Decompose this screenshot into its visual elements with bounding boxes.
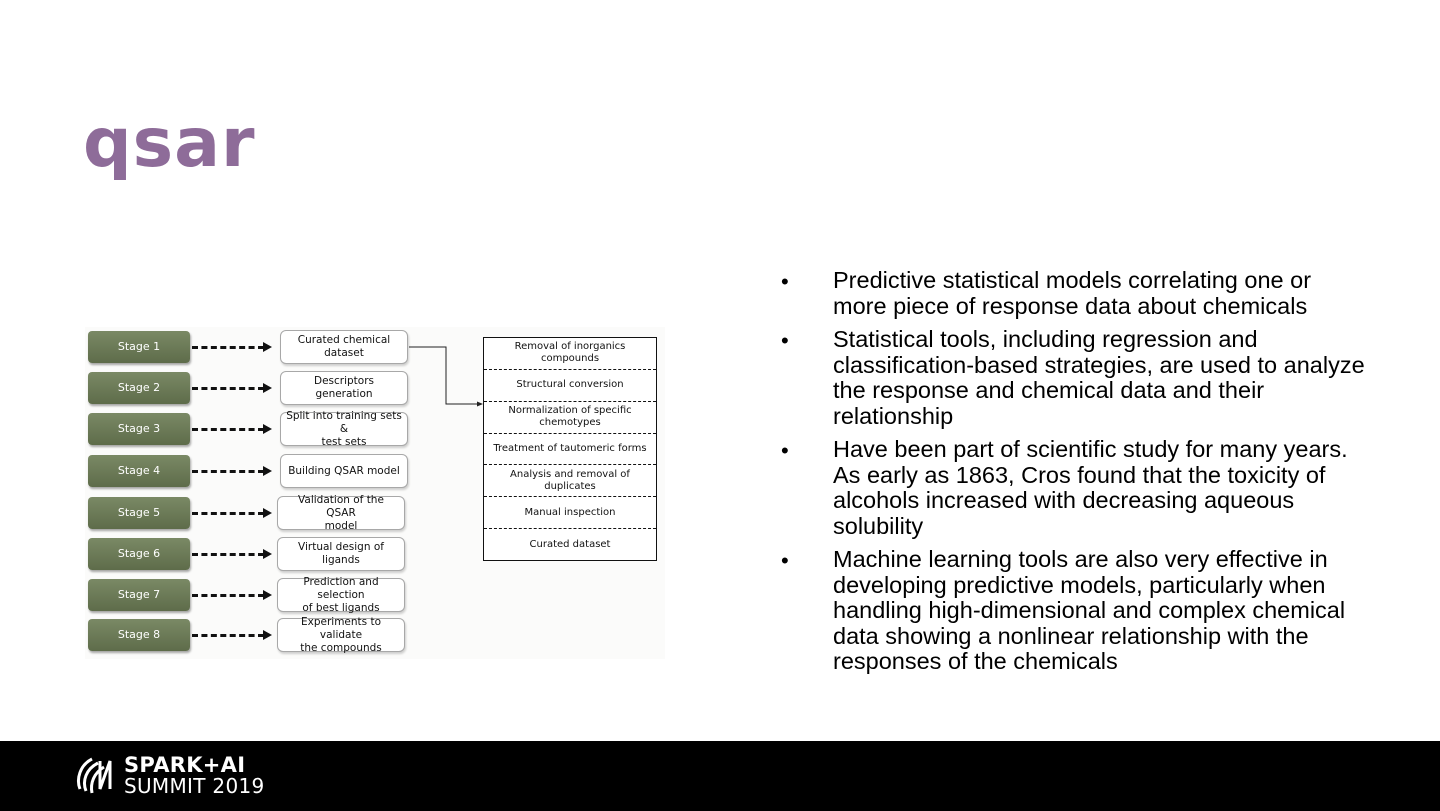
spark-ai-summit-logo bbox=[72, 753, 265, 797]
bullet-item bbox=[778, 437, 1368, 539]
step-3-label bbox=[285, 410, 403, 449]
curation-step-2: Structural conversion bbox=[484, 370, 656, 402]
bullet-dot-icon: • bbox=[781, 328, 789, 353]
bullet-text: Machine learning tools are also very effective in developing predictive models, particularly when handling high-dimensional and complex chemical data showing a nonlinear relationship with the responses of the chemicals bbox=[833, 546, 1346, 674]
step-8-box bbox=[277, 615, 405, 654]
stage-3-box: Stage 3 bbox=[88, 413, 190, 445]
step-5-line-1: Validation of the QSAR bbox=[298, 493, 384, 519]
qsar-workflow-diagram bbox=[85, 327, 665, 659]
step-6-box bbox=[277, 537, 405, 571]
bullet-item bbox=[778, 547, 1368, 675]
footer-bar bbox=[0, 741, 1440, 811]
bullet-item bbox=[778, 327, 1368, 429]
slide-title: qsar bbox=[83, 104, 256, 183]
stage-4-arrow bbox=[192, 470, 264, 473]
step-3-box bbox=[280, 409, 408, 448]
step-4-box bbox=[280, 454, 408, 488]
step-1-box bbox=[280, 330, 408, 364]
step-2-box bbox=[280, 371, 408, 405]
bullet-text: Predictive statistical models correlating one or more piece of response data about chemicals bbox=[833, 267, 1312, 319]
step-7-line-1: Prediction and selection bbox=[303, 575, 379, 601]
curation-step-5: Analysis and removal of duplicates bbox=[484, 465, 656, 497]
logo-line-2: SUMMIT 2019 bbox=[124, 773, 265, 798]
stage-8-box: Stage 8 bbox=[88, 619, 190, 651]
curation-step-7: Curated dataset bbox=[529, 538, 611, 550]
step-8-label bbox=[282, 616, 400, 655]
bullet-text: Have been part of scientific study for many years. As early as 1863, Cros found that the toxicity of alcohols increased with decreasing aqueous solubility bbox=[833, 436, 1348, 539]
stage-7-box: Stage 7 bbox=[88, 579, 190, 611]
bullet-dot-icon: • bbox=[781, 548, 789, 573]
bullet-list bbox=[778, 268, 1368, 683]
step-8-line-1: Experiments to validate bbox=[300, 615, 382, 641]
curation-step-4: Treatment of tautomeric forms bbox=[484, 434, 656, 466]
bullet-text: Statistical tools, including regression and classification-based strategies, are used to analyze the response and chemical data and their relationship bbox=[833, 326, 1365, 429]
step-7-line-2: of best ligands bbox=[302, 601, 380, 614]
step-6-line-1: Virtual design of ligands bbox=[298, 541, 384, 566]
bullet-dot-icon: • bbox=[781, 438, 789, 463]
stage-5-box: Stage 5 bbox=[88, 497, 190, 529]
step-1-label bbox=[285, 334, 403, 360]
stage-4-box: Stage 4 bbox=[88, 455, 190, 487]
step-5-line-2: model bbox=[324, 519, 358, 532]
stage-1-box: Stage 1 bbox=[88, 331, 190, 363]
bullet-item bbox=[778, 268, 1368, 319]
stage-2-arrow bbox=[192, 387, 264, 390]
step-7-label bbox=[282, 576, 400, 615]
curation-step-3: Normalization of specific chemotypes bbox=[484, 402, 656, 434]
curation-step-1: Removal of inorganics compounds bbox=[484, 338, 656, 370]
curation-step-6: Manual inspection bbox=[484, 497, 656, 529]
step-6-label bbox=[282, 541, 400, 567]
step-4-label bbox=[288, 465, 400, 478]
step-3-line-1: Split into training sets & bbox=[286, 409, 402, 435]
step-7-box bbox=[277, 575, 405, 614]
step-2-line-1: Descriptors generation bbox=[313, 375, 375, 400]
step-4-line-1: Building QSAR model bbox=[288, 464, 400, 477]
bullet-dot-icon: • bbox=[781, 269, 789, 294]
step-2-label bbox=[285, 375, 403, 401]
spark-logo-icon bbox=[72, 753, 116, 797]
stage-5-arrow bbox=[192, 512, 264, 515]
stage-6-box: Stage 6 bbox=[88, 538, 190, 570]
logo-line-1: SPARK+AI bbox=[124, 752, 246, 777]
step-8-line-2: the compounds bbox=[300, 641, 382, 654]
step-5-box bbox=[277, 493, 405, 532]
curation-steps-list bbox=[483, 337, 657, 561]
step-3-line-2: test sets bbox=[321, 435, 367, 448]
stage-6-arrow bbox=[192, 553, 264, 556]
step-1-line-1: Curated chemical dataset bbox=[297, 334, 391, 359]
step-5-label bbox=[282, 494, 400, 533]
stage-8-arrow bbox=[192, 634, 264, 637]
stage-1-arrow bbox=[192, 346, 264, 349]
stage-7-arrow bbox=[192, 594, 264, 597]
stage-3-arrow bbox=[192, 428, 264, 431]
stage-2-box: Stage 2 bbox=[88, 372, 190, 404]
